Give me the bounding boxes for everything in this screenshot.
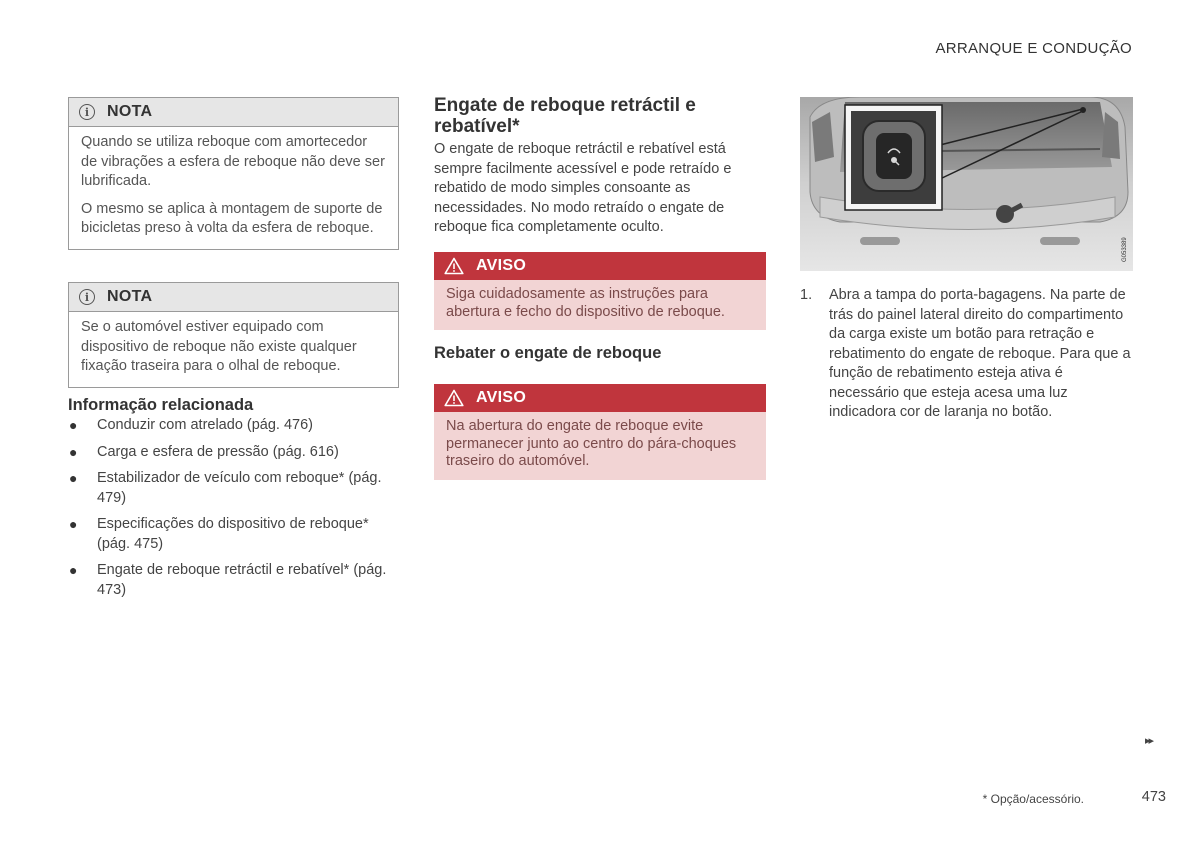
note-paragraph: Quando se utiliza reboque com amortecedor de vibrações a esfera de reboque não deve ser lubrificada. — [81, 134, 385, 189]
warning-title: AVISO — [476, 257, 527, 274]
note-paragraph: Se o automóvel estiver equipado com dispositivo de reboque não existe qualquer fixação traseira para o olhal de reboque. — [81, 319, 357, 374]
related-info-title: Informação relacionada — [68, 396, 254, 414]
instruction-step — [800, 286, 1132, 423]
related-link[interactable] — [68, 443, 398, 463]
note-paragraph: O mesmo se aplica à montagem de suporte de bicicletas preso à volta da esfera de reboque. — [81, 200, 383, 236]
section-header: ARRANQUE E CONDUÇÃO — [935, 40, 1132, 57]
note-header — [69, 98, 398, 127]
continue-arrows-icon: ▸▸ — [1144, 735, 1152, 747]
info-icon: i — [79, 104, 95, 120]
related-info-list — [68, 416, 398, 607]
note-title: NOTA — [107, 103, 153, 120]
related-link[interactable] — [68, 561, 398, 600]
related-link[interactable] — [68, 469, 398, 508]
subsection-title: Rebater o engate de reboque — [434, 344, 662, 362]
warning-box-instructions — [434, 252, 766, 330]
trunk-photo — [800, 97, 1133, 271]
bullet-icon: ● — [69, 516, 78, 532]
related-link-text[interactable]: Engate de reboque retráctil e rebatível* (pág. 473) — [97, 562, 387, 598]
related-link[interactable] — [68, 416, 398, 436]
tow-bar-button-illustration — [800, 97, 1133, 271]
note-title: NOTA — [107, 288, 153, 305]
bullet-icon: ● — [69, 562, 78, 578]
figure-code: G053389 — [1122, 237, 1128, 262]
warning-title: AVISO — [476, 389, 527, 406]
note-body — [69, 312, 398, 387]
step-number: 1. — [800, 287, 813, 303]
bullet-icon: ● — [69, 443, 78, 460]
related-link-text[interactable]: Especificações do dispositivo de reboque* (pág. 475) — [97, 516, 369, 552]
warning-header — [434, 384, 766, 412]
section-title: Engate de reboque retráctil e rebatível* — [434, 95, 696, 137]
warning-header — [434, 252, 766, 280]
step-text: Abra a tampa do porta-bagagens. Na parte de trás do painel lateral direito do compartimento da carga existe um botão para retração e rebatimento do engate de reboque. Para que a função de rebatimento esteja ativa é necessário que esteja acesa uma luz indicadora cor de laranja no botão. — [829, 287, 1131, 420]
note-box-lubrication — [68, 97, 399, 250]
info-icon: i — [79, 289, 95, 305]
note-box-towing-eye — [68, 282, 399, 388]
bullet-icon: ● — [69, 417, 78, 433]
footnote: * Opção/acessório. — [982, 792, 1084, 806]
related-link-text[interactable]: Carga e esfera de pressão (pág. 616) — [97, 443, 339, 460]
related-link[interactable] — [68, 515, 398, 554]
related-link-text[interactable]: Estabilizador de veículo com reboque* (pág. 479) — [97, 470, 382, 506]
related-link-text[interactable]: Conduzir com atrelado (pág. 476) — [97, 417, 314, 433]
warning-triangle-icon — [444, 389, 464, 407]
warning-triangle-icon — [444, 257, 464, 275]
note-header — [69, 283, 398, 312]
warning-text: Na abertura do engate de reboque evite permanecer junto ao centro do pára-choques traseiro do automóvel. — [434, 412, 766, 480]
bullet-icon: ● — [69, 470, 78, 486]
intro-paragraph: O engate de reboque retráctil e rebatível está sempre facilmente acessível e pode retraído e rebatido de modo simples consoante as necessidades. No modo retraído o engate de reboque fica completamente oculto. — [434, 141, 732, 235]
note-body — [69, 127, 398, 249]
warning-box-bumper — [434, 384, 766, 480]
page-number: 473 — [1141, 789, 1166, 805]
warning-text: Siga cuidadosamente as instruções para abertura e fecho do dispositivo de reboque. — [434, 280, 766, 330]
